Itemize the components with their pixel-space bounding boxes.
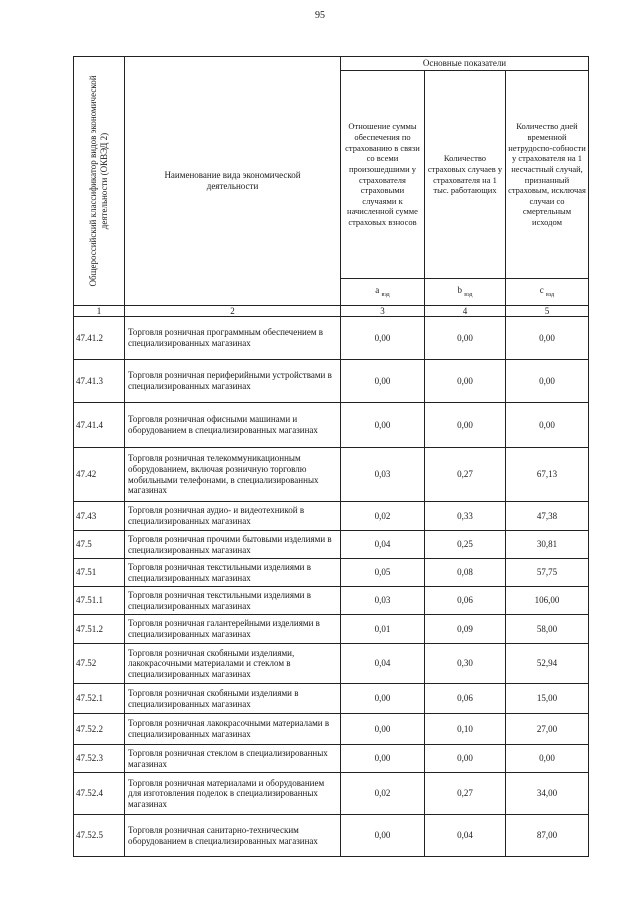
activity-name: Торговля розничная текстильными изделиями в специализированных магазинах <box>125 587 341 615</box>
table-row <box>74 502 589 531</box>
activity-name: Торговля розничная программным обеспечением в специализированных магазинах <box>125 317 341 360</box>
okved-code: 47.52 <box>74 644 125 684</box>
value-b: 0,10 <box>425 714 506 745</box>
table-row <box>74 745 589 773</box>
indicator-a-header: Отношение суммы обеспечения по страхованию в связи со всеми произошедшими у страхователя страховыми случаями к начисленной сумме страховых взносов <box>341 71 425 279</box>
activity-name: Торговля розничная периферийными устройствами в специализированных магазинах <box>125 360 341 403</box>
okved-code: 47.41.4 <box>74 403 125 448</box>
value-c: 57,75 <box>506 559 589 587</box>
value-c: 0,00 <box>506 317 589 360</box>
insurance-indicators-table <box>73 56 589 857</box>
classifier-header-text: Общероссийский классификатор видов экономической деятельности (ОКВЭД 2) <box>88 75 109 287</box>
table-row <box>74 615 589 644</box>
value-c: 0,00 <box>506 403 589 448</box>
value-c: 47,38 <box>506 502 589 531</box>
column-number: 3 <box>341 306 425 317</box>
okved-code: 47.51.1 <box>74 587 125 615</box>
table-row <box>74 531 589 559</box>
table-row <box>74 448 589 502</box>
table-row <box>74 644 589 684</box>
value-c: 34,00 <box>506 773 589 815</box>
activity-name-header: Наименование вида экономической деятельности <box>125 57 341 306</box>
okved-code: 47.52.5 <box>74 815 125 857</box>
value-a: 0,03 <box>341 448 425 502</box>
value-a: 0,00 <box>341 403 425 448</box>
activity-name: Торговля розничная прочими бытовыми изделиями в специализированных магазинах <box>125 531 341 559</box>
page-number: 95 <box>315 10 325 21</box>
value-c: 67,13 <box>506 448 589 502</box>
value-b: 0,00 <box>425 360 506 403</box>
value-a: 0,02 <box>341 773 425 815</box>
value-b: 0,06 <box>425 684 506 714</box>
okved-code: 47.52.2 <box>74 714 125 745</box>
value-c: 0,00 <box>506 360 589 403</box>
value-a: 0,00 <box>341 360 425 403</box>
activity-name: Торговля розничная текстильными изделиями в специализированных магазинах <box>125 559 341 587</box>
column-number: 5 <box>506 306 589 317</box>
okved-code: 47.52.4 <box>74 773 125 815</box>
table-row <box>74 815 589 857</box>
value-a: 0,00 <box>341 684 425 714</box>
value-b: 0,00 <box>425 403 506 448</box>
okved-code: 47.42 <box>74 448 125 502</box>
table-row <box>74 360 589 403</box>
activity-name: Торговля розничная материалами и оборудованием для изготовления поделок в специализированных магазинах <box>125 773 341 815</box>
activity-name: Торговля розничная скобяными изделиями в специализированных магазинах <box>125 684 341 714</box>
value-a: 0,03 <box>341 587 425 615</box>
value-b: 0,06 <box>425 587 506 615</box>
column-number: 1 <box>74 306 125 317</box>
value-a: 0,02 <box>341 502 425 531</box>
table-row <box>74 714 589 745</box>
value-c: 30,81 <box>506 531 589 559</box>
value-b: 0,27 <box>425 448 506 502</box>
value-c: 0,00 <box>506 745 589 773</box>
value-c: 15,00 <box>506 684 589 714</box>
value-c: 52,94 <box>506 644 589 684</box>
value-b: 0,33 <box>425 502 506 531</box>
value-b: 0,09 <box>425 615 506 644</box>
value-b: 0,04 <box>425 815 506 857</box>
value-c: 27,00 <box>506 714 589 745</box>
column-number: 2 <box>125 306 341 317</box>
indicator-b-header: Количество страховых случаев у страхователя на 1 тыс. работающих <box>425 71 506 279</box>
okved-code: 47.5 <box>74 531 125 559</box>
main-indicators-header: Основные показатели <box>341 57 589 71</box>
value-c: 58,00 <box>506 615 589 644</box>
value-c: 87,00 <box>506 815 589 857</box>
okved-code: 47.52.1 <box>74 684 125 714</box>
value-a: 0,00 <box>341 815 425 857</box>
value-b: 0,25 <box>425 531 506 559</box>
table-row <box>74 684 589 714</box>
value-b: 0,08 <box>425 559 506 587</box>
value-a: 0,05 <box>341 559 425 587</box>
symbol-a: a $_{вэд}$ <box>341 279 425 306</box>
classifier-header <box>74 57 125 306</box>
symbol-c: c $_{вэд}$ <box>506 279 589 306</box>
activity-name: Торговля розничная офисными машинами и оборудованием в специализированных магазинах <box>125 403 341 448</box>
okved-code: 47.41.3 <box>74 360 125 403</box>
indicator-c-header: Количество дней временной нетрудоспо-собности у страхователя на 1 несчастный случай, признанный страховым, исключая случаи со смертельным исходом <box>506 71 589 279</box>
activity-name: Торговля розничная галантерейными изделиями в специализированных магазинах <box>125 615 341 644</box>
symbol-b: b $_{вэд}$ <box>425 279 506 306</box>
table-row <box>74 559 589 587</box>
value-c: 106,00 <box>506 587 589 615</box>
activity-name: Торговля розничная аудио- и видеотехникой в специализированных магазинах <box>125 502 341 531</box>
value-b: 0,27 <box>425 773 506 815</box>
value-b: 0,30 <box>425 644 506 684</box>
value-a: 0,00 <box>341 317 425 360</box>
value-a: 0,04 <box>341 531 425 559</box>
column-number: 4 <box>425 306 506 317</box>
column-numbers-row <box>74 306 589 317</box>
value-a: 0,01 <box>341 615 425 644</box>
okved-code: 47.51.2 <box>74 615 125 644</box>
okved-code: 47.41.2 <box>74 317 125 360</box>
table-row <box>74 317 589 360</box>
okved-code: 47.43 <box>74 502 125 531</box>
activity-name: Торговля розничная телекоммуникационным оборудованием, включая розничную торговлю мобильными телефонами, в специализированных магазинах <box>125 448 341 502</box>
value-a: 0,00 <box>341 745 425 773</box>
okved-code: 47.51 <box>74 559 125 587</box>
value-b: 0,00 <box>425 317 506 360</box>
value-a: 0,00 <box>341 714 425 745</box>
table-row <box>74 773 589 815</box>
activity-name: Торговля розничная стеклом в специализированных магазинах <box>125 745 341 773</box>
activity-name: Торговля розничная санитарно-техническим оборудованием в специализированных магазинах <box>125 815 341 857</box>
table-row <box>74 403 589 448</box>
activity-name: Торговля розничная лакокрасочными материалами в специализированных магазинах <box>125 714 341 745</box>
okved-code: 47.52.3 <box>74 745 125 773</box>
value-a: 0,04 <box>341 644 425 684</box>
value-b: 0,00 <box>425 745 506 773</box>
activity-name: Торговля розничная скобяными изделиями, лакокрасочными материалами и стеклом в специализированных магазинах <box>125 644 341 684</box>
table-row <box>74 587 589 615</box>
